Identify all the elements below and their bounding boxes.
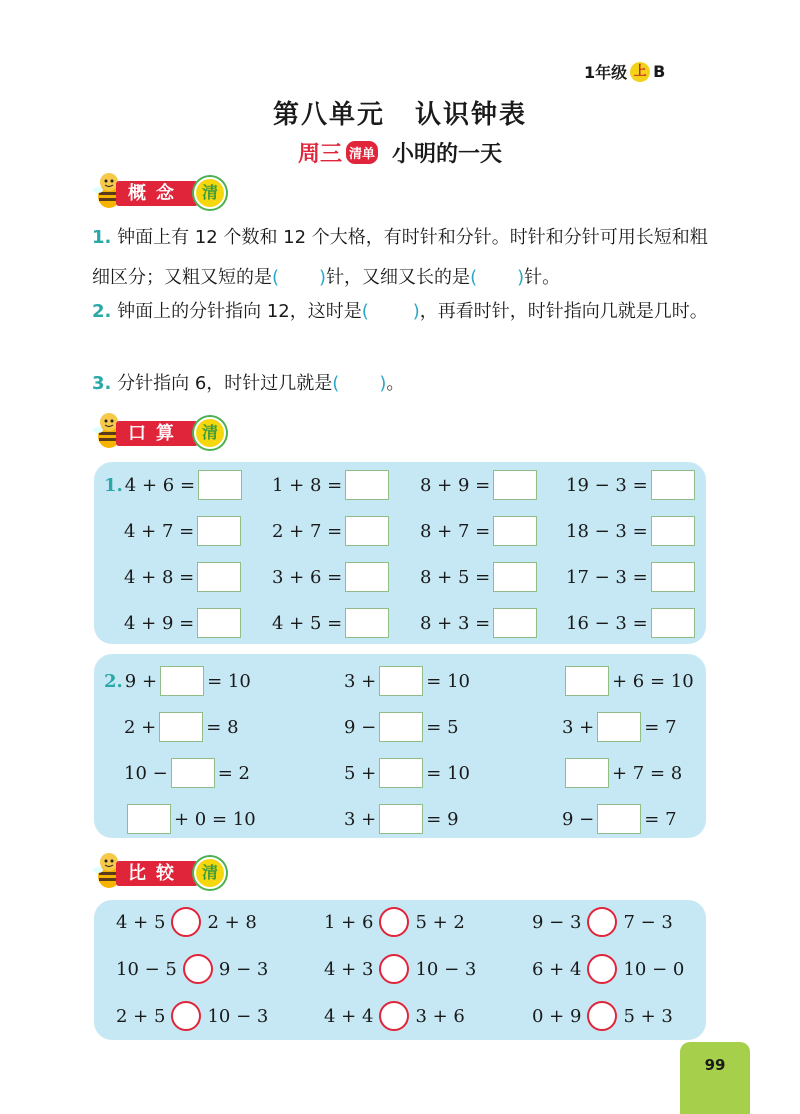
compare-left: 0 + 9 — [532, 1005, 582, 1027]
page-number: 99 — [680, 1042, 750, 1114]
expression: 19 − 3 — [566, 474, 627, 496]
expression-right: = 5 — [426, 716, 459, 738]
question-text: 钟面上的分针指向 12，这时是 — [117, 301, 362, 322]
answer-box[interactable] — [493, 608, 537, 638]
answer-box[interactable] — [493, 562, 537, 592]
grade-text: 1年级 — [584, 63, 628, 82]
expression-left: 2 + — [124, 716, 157, 738]
equals-sign: = — [179, 612, 195, 634]
lesson-title: 小明的一天 — [392, 142, 503, 167]
answer-box[interactable] — [379, 758, 423, 788]
equals-sign: = — [327, 612, 343, 634]
answer-paren-open: ( — [272, 267, 280, 288]
qing-badge: 清 — [194, 857, 226, 889]
answer-box[interactable] — [345, 516, 389, 546]
question-text: ，再看时针，时针指向几就是几时。 — [419, 301, 708, 322]
expression: 8 + 3 — [420, 612, 470, 634]
answer-paren-close: ) — [412, 301, 420, 322]
concept-question-1: 1. 钟面上有 12 个数和 12 个大格，有时针和分针。时针和分针可用长短和粗细区分；又粗又短的是( )针，又细又长的是( )针。 — [92, 227, 708, 288]
equals-sign: = — [475, 474, 491, 496]
answer-box[interactable] — [651, 562, 695, 592]
edition-text: B — [653, 62, 666, 81]
equals-sign: = — [475, 566, 491, 588]
equals-sign: = — [475, 612, 491, 634]
expression-right: = 10 — [426, 762, 470, 784]
concept-question-2: 2. 钟面上的分针指向 12，这时是( )，再看时针，时针指向几就是几时。 — [92, 301, 708, 322]
question-number: 1 — [92, 227, 105, 248]
equals-sign: = — [179, 520, 195, 542]
answer-box[interactable] — [160, 666, 204, 696]
compare-row — [94, 951, 706, 987]
answer-box[interactable] — [597, 804, 641, 834]
equals-sign: = — [327, 474, 343, 496]
compare-left: 10 − 5 — [116, 958, 177, 980]
answer-box[interactable] — [565, 758, 609, 788]
equals-sign: = — [632, 474, 648, 496]
compare-right: 5 + 3 — [623, 1005, 673, 1027]
expression: 8 + 7 — [420, 520, 470, 542]
compare-right: 10 − 0 — [623, 958, 685, 980]
fill-row — [94, 663, 706, 699]
compare-circle[interactable] — [183, 954, 213, 984]
section-label-compare: 比较 — [116, 861, 198, 886]
expression: 16 − 3 — [566, 612, 627, 634]
mental-row — [94, 467, 706, 503]
expression: 2 + 7 — [272, 520, 322, 542]
title-unit: 第八单元 — [272, 100, 385, 130]
fill-blank-panel — [94, 654, 706, 838]
fill-row — [94, 709, 706, 745]
compare-left: 4 + 4 — [324, 1005, 374, 1027]
mental-row — [94, 605, 706, 641]
answer-box[interactable] — [171, 758, 215, 788]
answer-box[interactable] — [198, 470, 242, 500]
semester-badge: 上 — [630, 62, 650, 82]
compare-right: 9 − 3 — [218, 958, 269, 980]
qing-badge: 清 — [194, 177, 226, 209]
compare-row — [94, 998, 706, 1034]
compare-left: 4 + 3 — [324, 958, 374, 980]
answer-box[interactable] — [197, 608, 241, 638]
equals-sign: = — [632, 520, 648, 542]
question-text: 针。 — [524, 267, 561, 288]
question-text: 针，又细又长的是 — [326, 267, 471, 288]
compare-left: 6 + 4 — [532, 958, 582, 980]
expression: 4 + 8 — [124, 566, 174, 588]
compare-circle[interactable] — [379, 954, 409, 984]
answer-box[interactable] — [379, 666, 423, 696]
expression-left: 3 + — [562, 716, 595, 738]
compare-left: 9 − 3 — [532, 911, 582, 933]
expression-right: = 10 — [426, 670, 470, 692]
answer-paren-close: ) — [379, 373, 387, 394]
expression-left: 3 + — [344, 808, 377, 830]
compare-right: 3 + 6 — [415, 1005, 465, 1027]
answer-box[interactable] — [597, 712, 641, 742]
section-label-mental: 口算 — [116, 421, 198, 446]
expression-left: 9 − — [562, 808, 595, 830]
expression-right: = 8 — [206, 716, 239, 738]
answer-box[interactable] — [493, 470, 537, 500]
expression-left: 9 − — [344, 716, 377, 738]
answer-box[interactable] — [345, 470, 389, 500]
compare-circle[interactable] — [587, 1001, 617, 1031]
answer-box[interactable] — [159, 712, 203, 742]
answer-box[interactable] — [197, 562, 241, 592]
answer-box[interactable] — [493, 516, 537, 546]
compare-circle[interactable] — [379, 1001, 409, 1031]
section-header-concept — [92, 176, 232, 210]
expression: 4 + 6 — [124, 474, 175, 496]
compare-row — [94, 904, 706, 940]
answer-paren-close: ) — [319, 267, 327, 288]
page-subtitle — [0, 137, 800, 168]
expression-right: = 10 — [207, 670, 251, 692]
expression: 1 + 8 — [272, 474, 322, 496]
qing-badge: 清 — [194, 417, 226, 449]
answer-box[interactable] — [651, 608, 695, 638]
answer-paren-open: ( — [361, 301, 369, 322]
expression: 4 + 7 — [124, 520, 174, 542]
compare-right: 2 + 8 — [207, 911, 257, 933]
equals-sign: = — [179, 566, 195, 588]
answer-paren-close: ) — [517, 267, 525, 288]
compare-circle[interactable] — [379, 907, 409, 937]
question-number: 3 — [92, 373, 105, 394]
fill-row — [94, 801, 706, 837]
compare-circle[interactable] — [587, 907, 617, 937]
expression-left: 9 + — [124, 670, 158, 692]
answer-box[interactable] — [651, 516, 695, 546]
expression-right: + 0 = 10 — [174, 808, 256, 830]
compare-circle[interactable] — [587, 954, 617, 984]
question-text: 钟面上有 12 个数和 12 个大格，有时针和分针。时针和分针可用长短和粗细区分；又粗又短的是 — [92, 227, 708, 288]
section-header-compare — [92, 856, 232, 890]
compare-right: 5 + 2 — [415, 911, 465, 933]
compare-right: 10 − 3 — [415, 958, 477, 980]
question-number: 2 — [92, 301, 105, 322]
expression: 17 − 3 — [566, 566, 627, 588]
compare-left: 4 + 5 — [116, 911, 166, 933]
expression-left: 3 + — [344, 670, 377, 692]
answer-paren-open: ( — [470, 267, 478, 288]
answer-paren-open: ( — [332, 373, 340, 394]
expression: 18 − 3 — [566, 520, 627, 542]
section-header-mental — [92, 416, 232, 450]
equals-sign: = — [179, 474, 196, 496]
compare-circle[interactable] — [171, 1001, 201, 1031]
mental-row — [94, 513, 706, 549]
section-label-concept: 概念 — [116, 181, 198, 206]
question-text: 分针指向 6，时针过几就是 — [117, 373, 333, 394]
expression-left: 5 + — [344, 762, 377, 784]
problem-number: 1. — [104, 474, 123, 496]
expression-right: + 6 = 10 — [612, 670, 694, 692]
page-title — [0, 94, 800, 131]
expression: 8 + 9 — [420, 474, 470, 496]
compare-left: 1 + 6 — [324, 911, 374, 933]
expression-right: = 7 — [644, 808, 677, 830]
expression: 4 + 5 — [272, 612, 322, 634]
answer-box[interactable] — [127, 804, 171, 834]
equals-sign: = — [632, 566, 648, 588]
compare-right: 7 − 3 — [623, 911, 673, 933]
title-topic: 认识钟表 — [415, 100, 528, 130]
answer-box[interactable] — [379, 712, 423, 742]
mental-math-panel — [94, 462, 706, 644]
equals-sign: = — [475, 520, 491, 542]
expression-left: 10 − — [124, 762, 168, 784]
compare-left: 2 + 5 — [116, 1005, 166, 1027]
answer-box[interactable] — [345, 608, 389, 638]
equals-sign: = — [632, 612, 648, 634]
expression: 8 + 5 — [420, 566, 470, 588]
compare-panel — [94, 900, 706, 1040]
compare-right: 10 − 3 — [207, 1005, 269, 1027]
problem-number: 2. — [104, 670, 123, 692]
equals-sign: = — [327, 520, 343, 542]
answer-box[interactable] — [651, 470, 695, 500]
compare-circle[interactable] — [171, 907, 201, 937]
expression: 3 + 6 — [272, 566, 322, 588]
answer-box[interactable] — [345, 562, 389, 592]
day-label: 周三 — [297, 142, 342, 167]
answer-box[interactable] — [565, 666, 609, 696]
equals-sign: = — [327, 566, 343, 588]
checklist-badge: 清单 — [346, 141, 378, 164]
answer-box[interactable] — [197, 516, 241, 546]
fill-row — [94, 755, 706, 791]
grade-label — [584, 60, 665, 83]
mental-row — [94, 559, 706, 595]
question-text: 。 — [386, 373, 405, 394]
concept-question-3: 3. 分针指向 6，时针过几就是( )。 — [92, 373, 405, 394]
expression: 4 + 9 — [124, 612, 174, 634]
answer-box[interactable] — [379, 804, 423, 834]
expression-right: = 9 — [426, 808, 459, 830]
expression-right: = 7 — [644, 716, 677, 738]
expression-right: + 7 = 8 — [612, 762, 683, 784]
expression-right: = 2 — [217, 762, 250, 784]
